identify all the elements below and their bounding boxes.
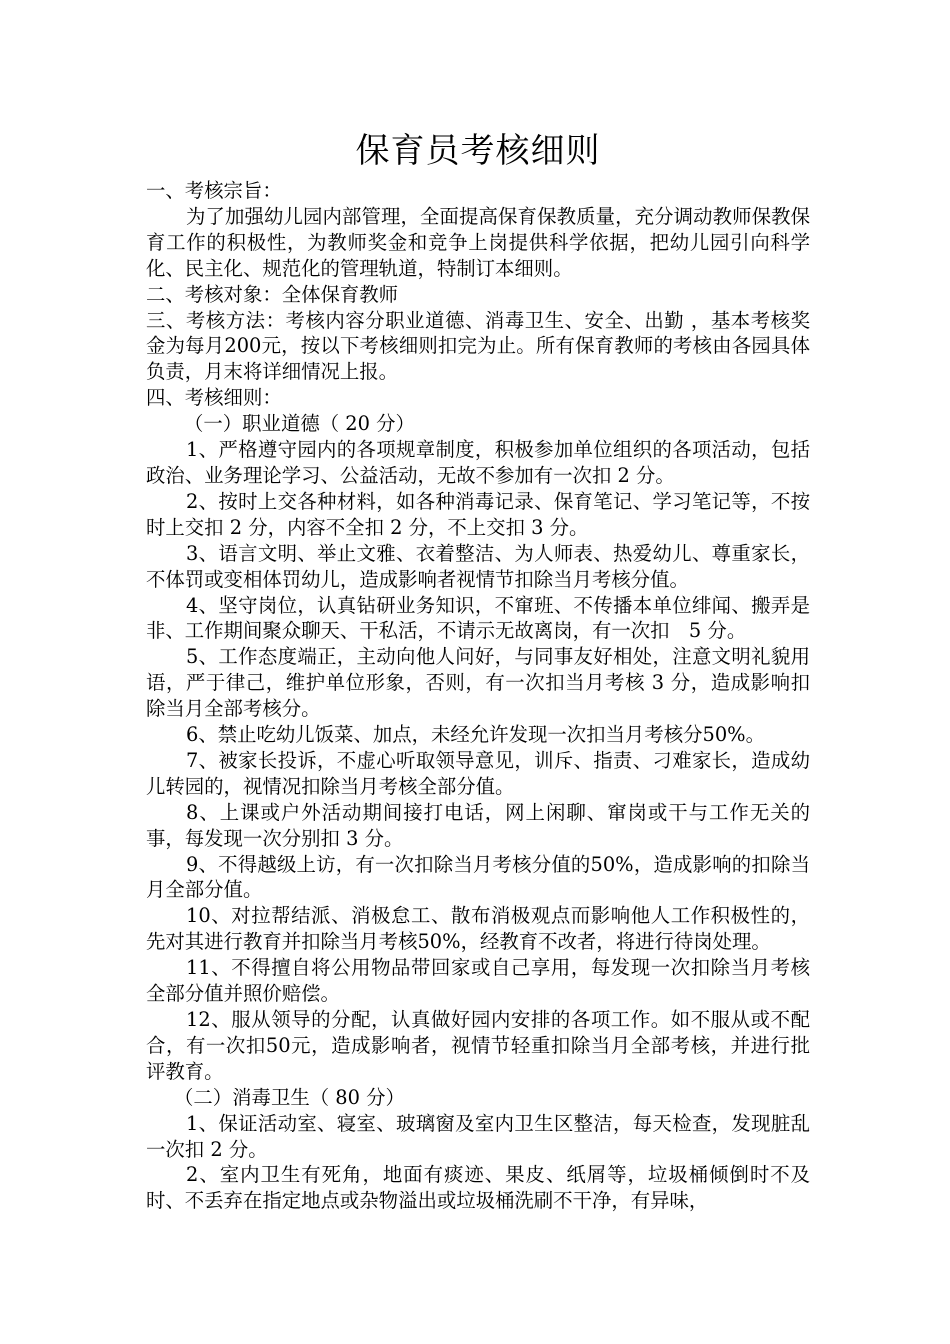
purpose-paragraph: 为了加强幼儿园内部管理，全面提高保育保教质量，充分调动教师保教保育工作的积极性，为教师奖金和竞争上岗提供科学依据，把幼儿园引向科学化、民主化、规范化的管理轨道，特制订本细则。 xyxy=(146,204,810,280)
rule-item: 10、对拉帮结派、消极怠工、散布消极观点而影响他人工作积极性的，先对其进行教育并扣除当月考核50%，经教育不改者，将进行待岗处理。 xyxy=(146,904,810,954)
rule-item: 7、被家长投诉，不虚心听取领导意见，训斥、指责、刁难家长，造成幼儿转园的，视情况扣除当月考核全部分值。 xyxy=(146,748,810,798)
rule-item: 5、工作态度端正，主动向他人问好，与同事友好相处，注意文明礼貌用语，严于律己，维护单位形象，否则，有一次扣当月考核 3 分，造成影响扣除当月全部考核分。 xyxy=(146,645,810,721)
section-heading-rules: 四、考核细则： xyxy=(146,386,282,410)
rule-item: 9、不得越级上访，有一次扣除当月考核分值的50%，造成影响的扣除当月全部分值。 xyxy=(146,852,810,902)
rule-item: 2、按时上交各种材料，如各种消毒记录、保育笔记、学习笔记等，不按时上交扣 2 分，内容不全扣 2 分，不上交扣 3 分。 xyxy=(146,489,810,539)
subsection-ethics: （一）职业道德（ 20 分） xyxy=(184,412,415,436)
rule-item: 11、不得擅自将公用物品带回家或自己享用，每发现一次扣除当月考核全部分值并照价赔偿。 xyxy=(146,956,810,1006)
rule-item: 1、严格遵守园内的各项规章制度，积极参加单位组织的各项活动，包括政治、业务理论学习、公益活动，无故不参加有一次扣 2 分。 xyxy=(146,438,810,487)
rule-item: 8、上课或户外活动期间接打电话，网上闲聊、窜岗或干与工作无关的事，每发现一次分别扣 3 分。 xyxy=(146,800,810,850)
section-heading-purpose: 一、考核宗旨： xyxy=(146,179,282,202)
rule-item: 2、室内卫生有死角，地面有痰迹、果皮、纸屑等，垃圾桶倾倒时不及时、不丢弃在指定地点或杂物溢出或垃圾桶洗刷不干净，有异味， xyxy=(146,1163,810,1213)
document-page xyxy=(146,128,810,1214)
rule-item: 3、语言文明、举止文雅、衣着整洁、为人师表、热爱幼儿、尊重家长，不体罚或变相体罚幼儿，造成影响者视情节扣除当月考核分值。 xyxy=(146,541,810,591)
rule-item: 12、服从领导的分配，认真做好园内安排的各项工作。如不服从或不配合，有一次扣50元，造成影响者，视情节轻重扣除当月全部考核，并进行批评教育。 xyxy=(146,1008,810,1083)
section-heading-method: 三、考核方法：考核内容分职业道德、消毒卫生、安全、出勤 ，基本考核奖金为每月200元，按以下考核细则扣完为止。所有保育教师的考核由各园具体负责，月末将详细情况上报。 xyxy=(146,308,810,384)
rule-item: 4、坚守岗位，认真钻研业务知识，不窜班、不传播本单位绯闻、搬弄是非、工作期间聚众聊天、干私活，不请示无故离岗，有一次扣 5 分。 xyxy=(146,593,810,643)
document-title: 保育员考核细则 xyxy=(355,131,601,171)
subsection-hygiene: （二）消毒卫生（ 80 分） xyxy=(174,1085,405,1109)
rule-item: 6、禁止吃幼儿饭菜、加点，未经允许发现一次扣当月考核分50%。 xyxy=(186,723,765,747)
section-heading-target: 二、考核对象：全体保育教师 xyxy=(146,282,399,306)
rule-item: 1、保证活动室、寝室、玻璃窗及室内卫生区整洁，每天检查，发现脏乱一次扣 2 分。 xyxy=(146,1111,810,1161)
